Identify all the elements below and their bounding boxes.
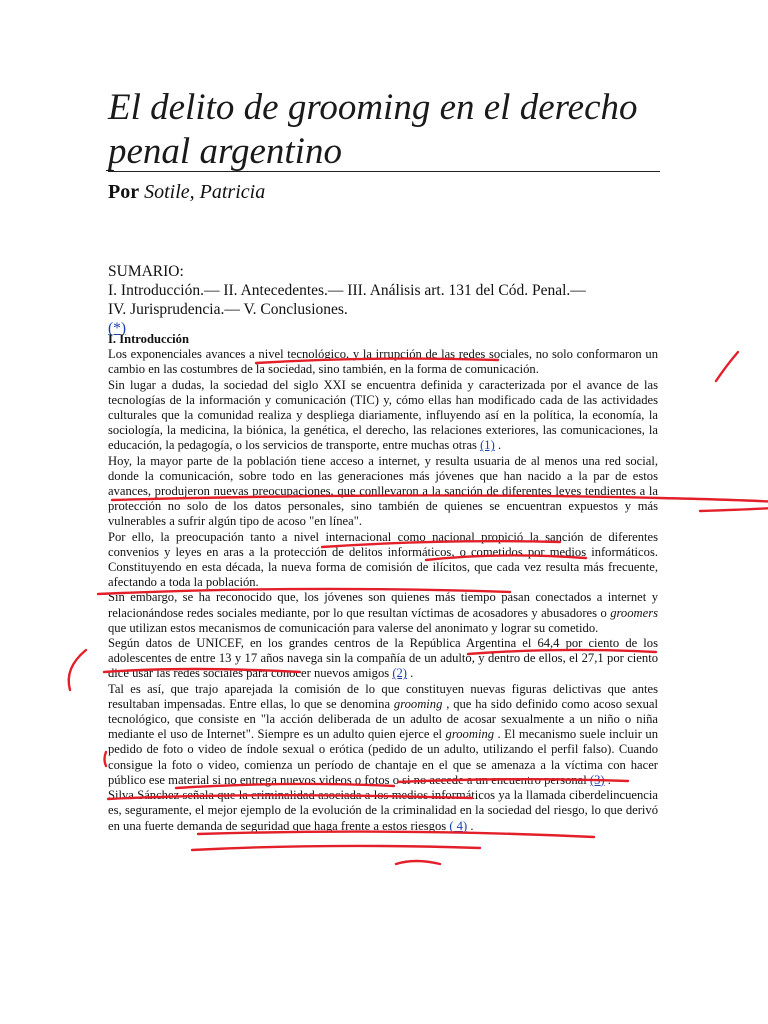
footnote-link-1[interactable]: (1) bbox=[480, 438, 495, 453]
paragraph-2-text: Sin lugar a dudas, la sociedad del siglo XXI se encuentra definida y caracterizada por el avance de las tecnologías de la información y comunicación (TIC) y, cómo ellas han modificado cada de las actividades culturales que la comunidad realiza y despliega diariamente, influyendo así en la política, la economía, la sociología, la medicina, la biónica, la genética, el derecho, las relaciones exteriores, las comunicaciones, la educación, la pedagogía, o los servicios de transporte, entre muchas otras bbox=[108, 377, 658, 453]
paragraph-7-text-b: , que ha sido definido como acoso sexual tecnológico, que consiste en "la acción deliberada de un adulto de acosar sexualmente a un niño o niña mediante el uso de Internet". Siempre es un adulto quien ejerce el bbox=[108, 696, 659, 742]
summary-label: SUMARIO: bbox=[108, 263, 184, 280]
footnote-link-4[interactable]: ( 4) bbox=[449, 818, 468, 833]
paragraph-6-end: . bbox=[410, 666, 414, 681]
summary-line-2: IV. Jurisprudencia.— V. Conclusiones. bbox=[108, 301, 348, 318]
underline-fotos-encuentro bbox=[192, 846, 480, 850]
paragraph-1: Los exponenciales avances a nivel tecnológico, y la irrupción de las redes sociales, no solo conformaron un cambio en las costumbres de la sociedad, sino también, en la forma de comunicación. bbox=[108, 347, 658, 377]
title-divider bbox=[108, 171, 660, 172]
term-groomers: groomers bbox=[610, 605, 658, 620]
document-title: El delito de grooming en el derecho penal argentino bbox=[108, 87, 638, 172]
byline-prefix: Por bbox=[108, 181, 140, 203]
paragraph-7-text-a: Tal es así, que trajo aparejada la comisión de lo que constituyen nuevas figuras delictivas que antes resultaban impensadas. Entre ellas, lo que se denomina bbox=[108, 681, 658, 711]
paragraph-3: Hoy, la mayor parte de la población tiene acceso a internet, y resulta usuaria de al menos una red social, donde la comunicación, sobre todo en las generaciones más jóvenes que han nacido a la par de estos avances, produjeron nuevas preocupaciones, que conllevaron a la sanción de diferentes leyes tendientes a la protección no solo de los datos personales, sino también de quienes se encuentran expuestos y más vulnerables a sufrir algún tipo de acoso "en línea". bbox=[108, 453, 658, 529]
margin-tick-left-lower bbox=[105, 752, 107, 766]
footnote-link-2[interactable]: (2) bbox=[392, 666, 407, 681]
paragraph-2-end: . bbox=[497, 438, 502, 453]
article-body bbox=[108, 332, 658, 834]
paragraph-7 bbox=[108, 682, 658, 788]
footnote-link-asterisk[interactable]: (*) bbox=[108, 320, 127, 337]
paragraph-8-end: . bbox=[470, 818, 474, 833]
paragraph-7-text-c: . El mecanismo suele incluir un pedido de foto o video de índole sexual o erótica (pedido de un adulto, utilizando el perfil falso). Cuando consigue la foto o video, comienza un período de chantaje en el que se amenaza a la víctima con hacer público ese material si no entrega nuevos videos o fotos o si no accede a un encuentro personal bbox=[108, 727, 658, 787]
byline bbox=[108, 180, 265, 204]
paragraph-5 bbox=[108, 590, 658, 636]
summary-block bbox=[108, 262, 663, 338]
margin-bracket-left bbox=[69, 650, 86, 690]
paragraph-8-text: Silva Sánchez señala que la criminalidad asociada a los medios informáticos ya la llamada ciberdelincuencia es, seguramente, el mejor ejemplo de la evolución de la criminalidad en la sociedad del riesgo, lo que derivó en una fuerte demanda de seguridad que haga frente a estos riesgos bbox=[108, 788, 658, 833]
paragraph-7-end: . bbox=[607, 772, 611, 787]
margin-tick-right bbox=[716, 352, 738, 381]
paragraph-8 bbox=[108, 788, 658, 834]
paragraph-6 bbox=[108, 636, 658, 682]
author-name: Sotile, Patricia bbox=[144, 181, 266, 203]
paragraph-6-text: Según datos de UNICEF, en los grandes centros de la República Argentina el 64,4 por ciento de los adolescentes de entre 13 y 17 años navega sin la compañía de un adulto, y dentro de ellos, el 27,1 por ciento dice usar las redes sociales para conocer nuevos amigos bbox=[108, 636, 658, 681]
footnote-link-3[interactable]: (3) bbox=[589, 772, 605, 787]
term-grooming-2: grooming bbox=[445, 727, 495, 742]
paragraph-5-text-a: Sin embargo, se ha reconocido que, los jóvenes son quienes más tiempo pasan conectados a internet y relacionándose redes sociales mediante, por lo que resultan víctimas de acosadores y abusadores o bbox=[108, 590, 658, 620]
underline-medios-informaticos bbox=[396, 861, 440, 864]
paragraph-2 bbox=[108, 378, 658, 454]
term-grooming-1: grooming bbox=[393, 696, 443, 711]
paragraph-5-text-b: que utilizan estos mecanismos de comunicación para valerse del anonimato y lograr su cometido. bbox=[108, 620, 599, 635]
section-heading-introduccion: I. Introducción bbox=[108, 332, 189, 346]
paragraph-4: Por ello, la preocupación tanto a nivel internacional como nacional propició la sanción de diferentes convenios y leyes en aras a la protección de delitos informáticos, o cometidos por medios informáticos. Constituyendo en esta década, la nueva forma de comisión de ilícitos, que cada vez resulta más frecuente, afectando a toda la población. bbox=[108, 529, 658, 590]
summary-line-1: I. Introducción.— II. Antecedentes.— III. Análisis art. 131 del Cód. Penal.— bbox=[108, 282, 586, 299]
